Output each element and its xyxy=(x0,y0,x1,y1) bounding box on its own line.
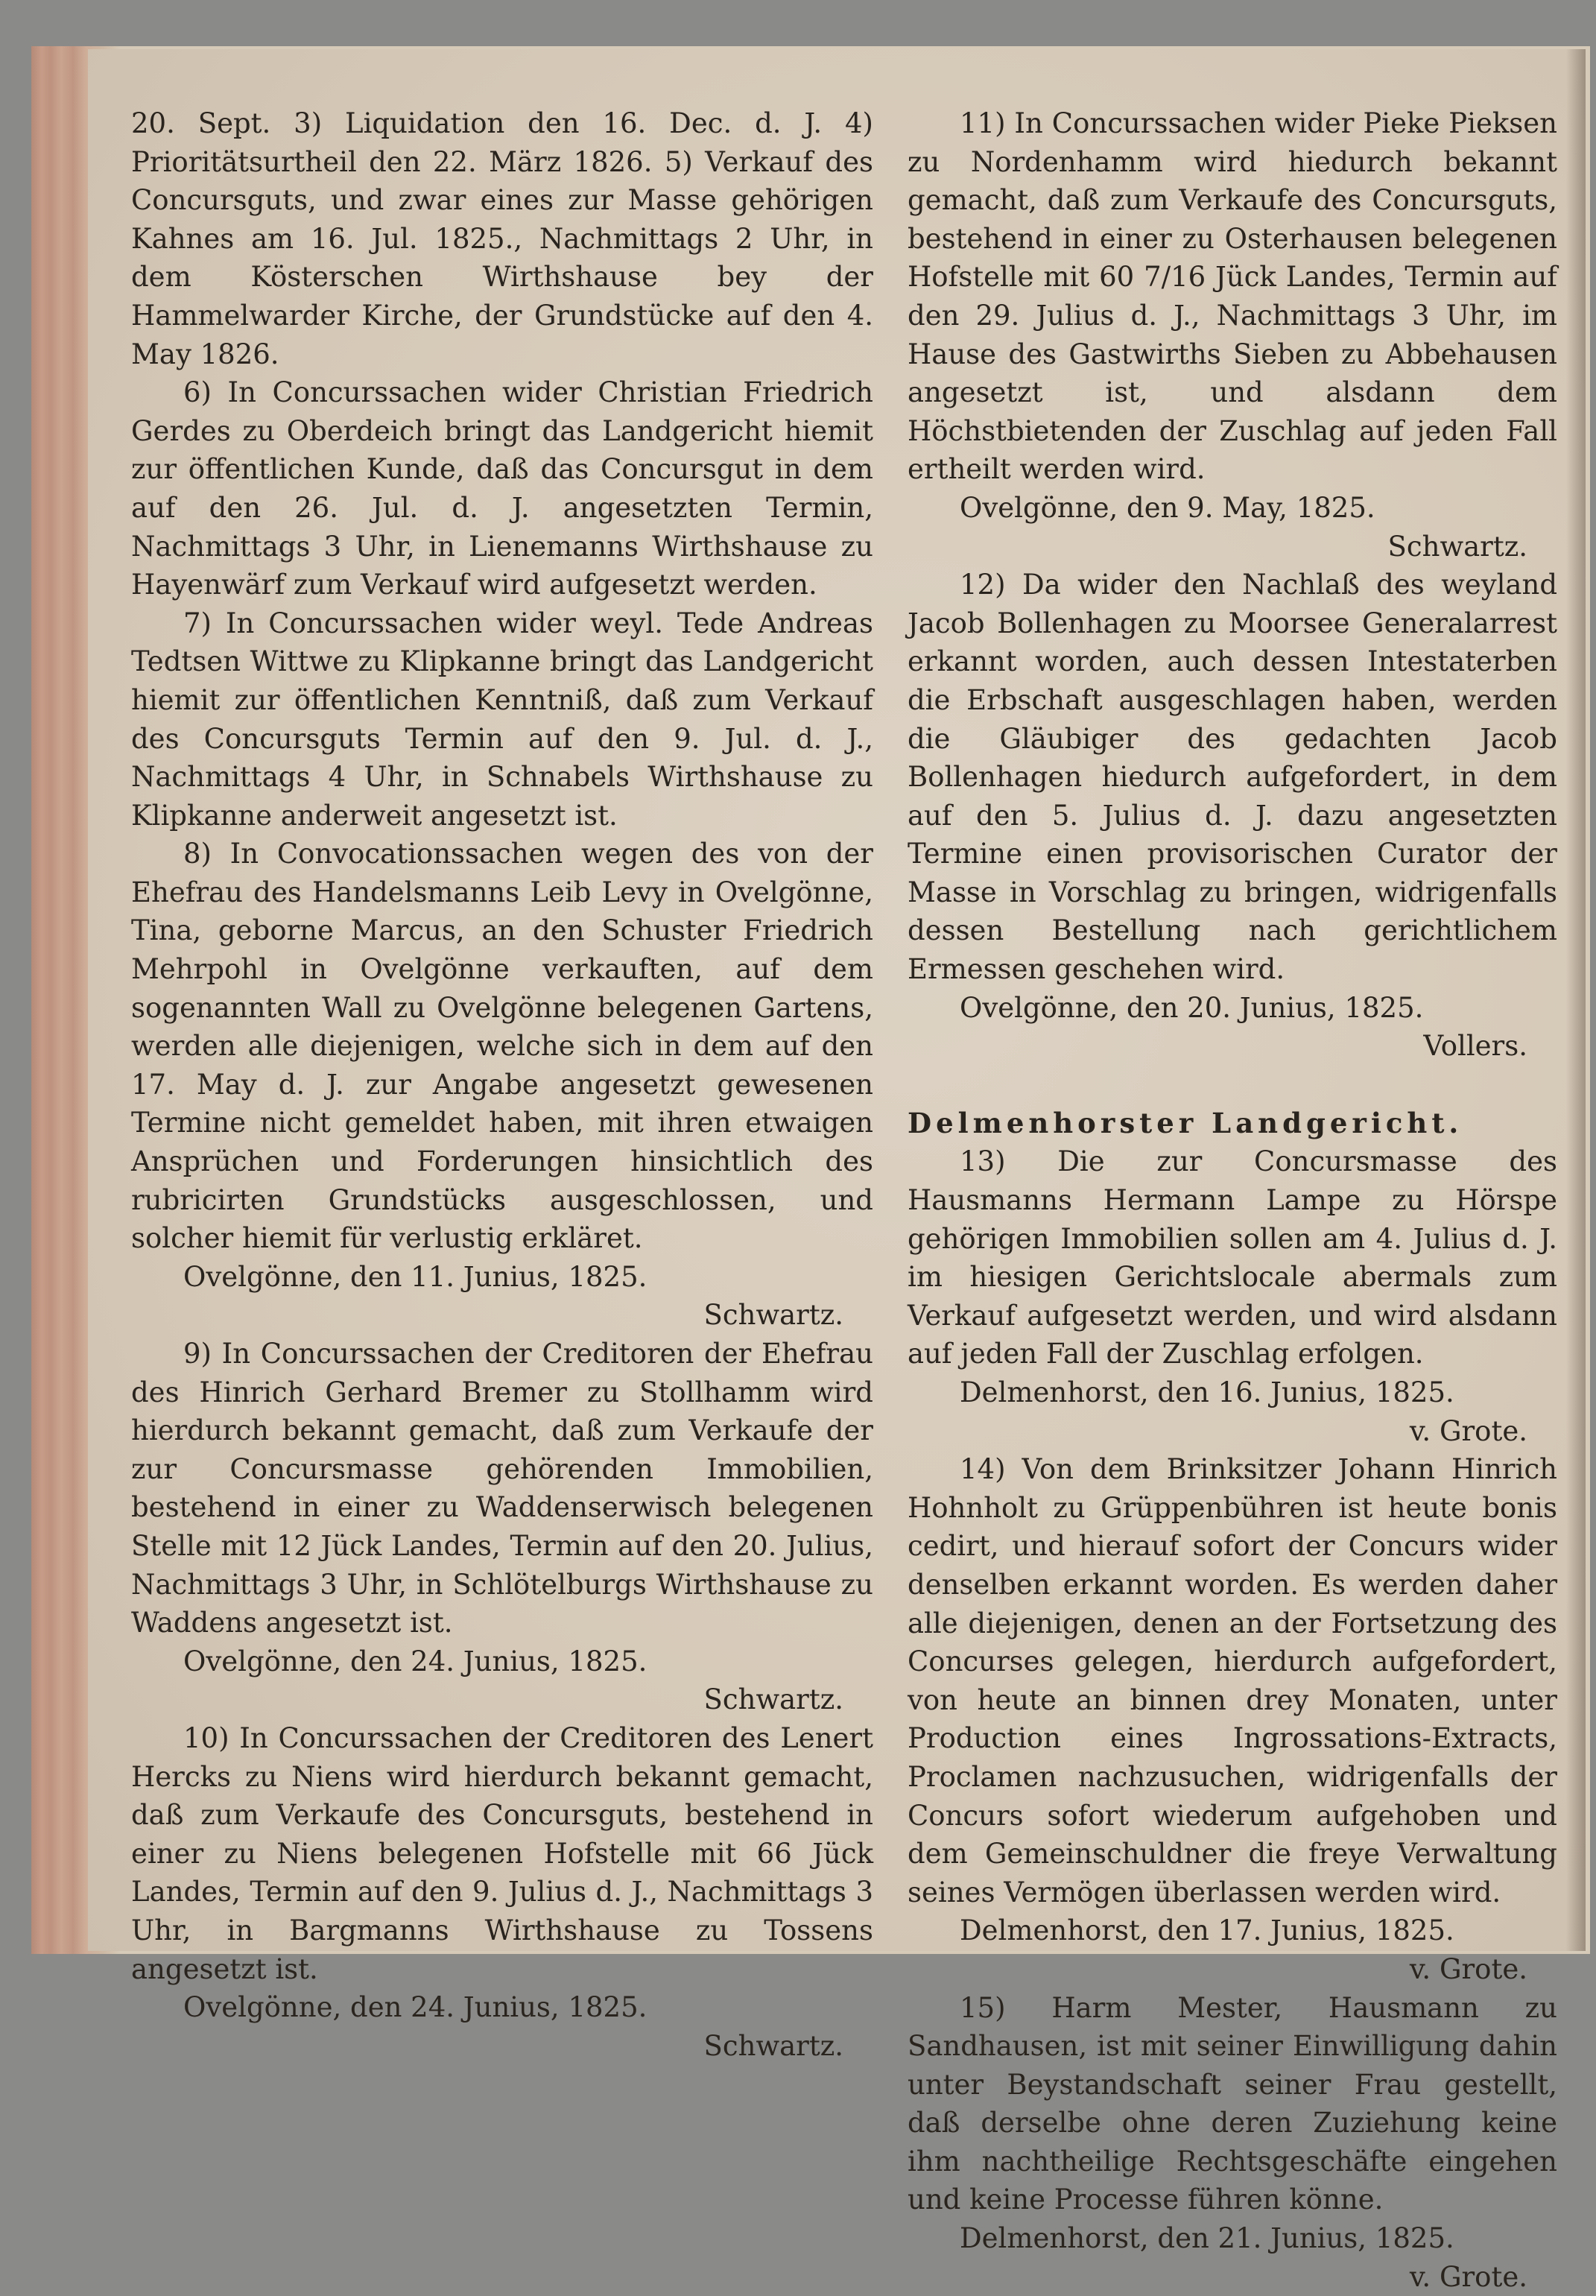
signature: Schwartz. xyxy=(703,2029,843,2062)
notice-11: 11) In Concurssachen wider Pieke Pieksen zu Nordenhamm wird hiedurch bekannt gemacht, daß zum Verkaufe des Concursguts, bestehend in einer zu Osterhausen belegenen Hofstelle mit 60 7/16 Jück Landes, Termin auf den 29. Julius d. J., Nachmittags 3 Uhr, im Hause des Gastwirths Sieben zu Abbehausen angesetzt ist, und alsdann dem Höchstbietenden der Zuschlag auf jeden Fall ertheilt werden wird. xyxy=(908,107,1557,486)
notice-15: 15) Harm Mester, Hausmann zu Sandhausen, ist mit seiner Einwilligung dahin unter Beystandschaft seiner Frau gestellt, daß derselbe ohne deren Zuziehung keine ihm nachtheilige Rechtsgeschäfte eingehen und keine Processe führen könne. xyxy=(908,1991,1557,2216)
signature: Schwartz. xyxy=(1387,530,1527,563)
signature: v. Grote. xyxy=(1409,1952,1527,1985)
notice-6: 6) In Concurssachen wider Christian Friedrich Gerdes zu Oberdeich bringt das Landgericht hiemit zur öffentlichen Kunde, daß das Concursgut in dem auf den 26. Jul. d. J. angesetzten Termin, Nachmittags 3 Uhr, in Lienemanns Wirthshause zu Hayenwärf zum Verkauf wird aufgesetzt werden. xyxy=(131,376,873,601)
dateline: Delmenhorst, den 21. Junius, 1825. xyxy=(960,2222,1454,2255)
dateline: Ovelgönne, den 24. Junius, 1825. xyxy=(183,1645,647,1677)
signature: v. Grote. xyxy=(1409,2260,1527,2293)
notice-7: 7) In Concurssachen wider weyl. Tede Andreas Tedtsen Wittwe zu Klipkanne bringt das Landgericht hiemit zur öffentlichen Kenntniß, daß zum Verkauf des Concursguts Termin auf den 9. Jul. d. J., Nachmittags 4 Uhr, in Schnabels Wirthshause zu Klipkanne anderweit angesetzt ist. xyxy=(131,607,873,832)
dateline: Ovelgönne, den 11. Junius, 1825. xyxy=(183,1260,647,1293)
right-column xyxy=(908,104,1557,2296)
notice-8: 8) In Convocationssachen wegen des von der Ehefrau des Handelsmanns Leib Levy in Ovelgönne, Tina, geborne Marcus, an den Schuster Friedrich Mehrpohl in Ovelgönne verkauften, auf dem sogenannten Wall zu Ovelgönne belegenen Gartens, werden alle diejenigen, welche sich in dem auf den 17. May d. J. zur Angabe angesetzt gewesenen Termine nicht gemeldet haben, mit ihren etwaigen Ansprüchen und Forderungen hinsichtlich des rubricirten Grundstücks ausgeschlossen, und solcher hiemit für verlustig erkläret. xyxy=(131,838,873,1255)
notice-5-continued: 20. Sept. 3) Liquidation den 16. Dec. d. J. 4) Prioritätsurtheil den 22. März 1826. 5) Verkauf des Concursguts, und zwar eines zur Masse gehörigen Kahnes am 16. Jul. 1825., Nachmittags 2 Uhr, in dem Kösterschen Wirthshause bey der Hammelwarder Kirche, der Grundstücke auf den 4. May 1826. xyxy=(131,107,873,370)
signature: Schwartz. xyxy=(703,1683,843,1716)
notice-10: 10) In Concurssachen der Creditoren des Lenert Hercks zu Niens wird hierdurch bekannt gemacht, daß zum Verkaufe des Concursguts, bestehend in einer zu Niens belegenen Hofstelle mit 66 Jück Landes, Termin auf den 9. Julius d. J., Nachmittags 3 Uhr, in Bargmanns Wirthshause zu Tossens angesetzt ist. xyxy=(131,1721,873,1985)
notice-12: 12) Da wider den Nachlaß des weyland Jacob Bollenhagen zu Moorsee Generalarrest erkannt worden, auch dessen Intestaterben die Erbschaft ausgeschlagen haben, werden die Gläubiger des gedachten Jacob Bollenhagen hiedurch aufgefordert, in dem auf den 5. Julius d. J. dazu angesetzten Termine einen provisorischen Curator der Masse in Vorschlag zu bringen, widrigenfalls dessen Bestellung nach gerichtlichem Ermessen geschehen wird. xyxy=(908,569,1557,986)
dateline: Delmenhorst, den 17. Junius, 1825. xyxy=(960,1914,1454,1947)
notice-13: 13) Die zur Concursmasse des Hausmanns Hermann Lampe zu Hörspe gehörigen Immobilien sollen am 4. Julius d. J. im hiesigen Gerichtslocale abermals zum Verkauf aufgesetzt werden, und wird alsdann auf jeden Fall der Zuschlag erfolgen. xyxy=(908,1145,1557,1370)
signature: Vollers. xyxy=(1423,1030,1527,1063)
dateline: Ovelgönne, den 24. Junius, 1825. xyxy=(183,1991,647,2024)
notice-14: 14) Von dem Brinksitzer Johann Hinrich Hohnholt zu Grüppenbühren ist heute bonis cedirt, und hierauf sofort der Concurs wider denselben erkannt worden. Es werden daher alle diejenigen, denen an der Fortsetzung des Concurses gelegen, hierdurch aufgefordert, von heute an binnen drey Monaten, unter Production eines Ingrossations-Extracts, Proclamen nachzusuchen, widrigenfalls der Concurs sofort wiederum aufgehoben und dem Gemeinschuldner die freye Verwaltung seines Vermögen überlassen werden wird. xyxy=(908,1453,1557,1908)
notice-9: 9) In Concurssachen der Creditoren der Ehefrau des Hinrich Gerhard Bremer zu Stollhamm wird hierdurch bekannt gemacht, daß zum Verkaufe der zur Concursmasse gehörenden Immobilien, bestehend in einer zu Waddenserwisch belegenen Stelle mit 12 Jück Landes, Termin auf den 20. Julius, Nachmittags 3 Uhr, in Schlötelburgs Wirthshause zu Waddens angesetzt ist. xyxy=(131,1338,873,1639)
dateline: Ovelgönne, den 20. Junius, 1825. xyxy=(960,991,1424,1024)
signature: Schwartz. xyxy=(703,1299,843,1332)
dateline: Delmenhorst, den 16. Junius, 1825. xyxy=(960,1376,1454,1408)
left-column xyxy=(131,104,873,2065)
dateline: Ovelgönne, den 9. May, 1825. xyxy=(960,491,1375,524)
binding-gutter xyxy=(1566,49,1586,1951)
signature: v. Grote. xyxy=(1409,1414,1527,1447)
section-heading: Delmenhorster Landgericht. xyxy=(908,1106,1463,1139)
